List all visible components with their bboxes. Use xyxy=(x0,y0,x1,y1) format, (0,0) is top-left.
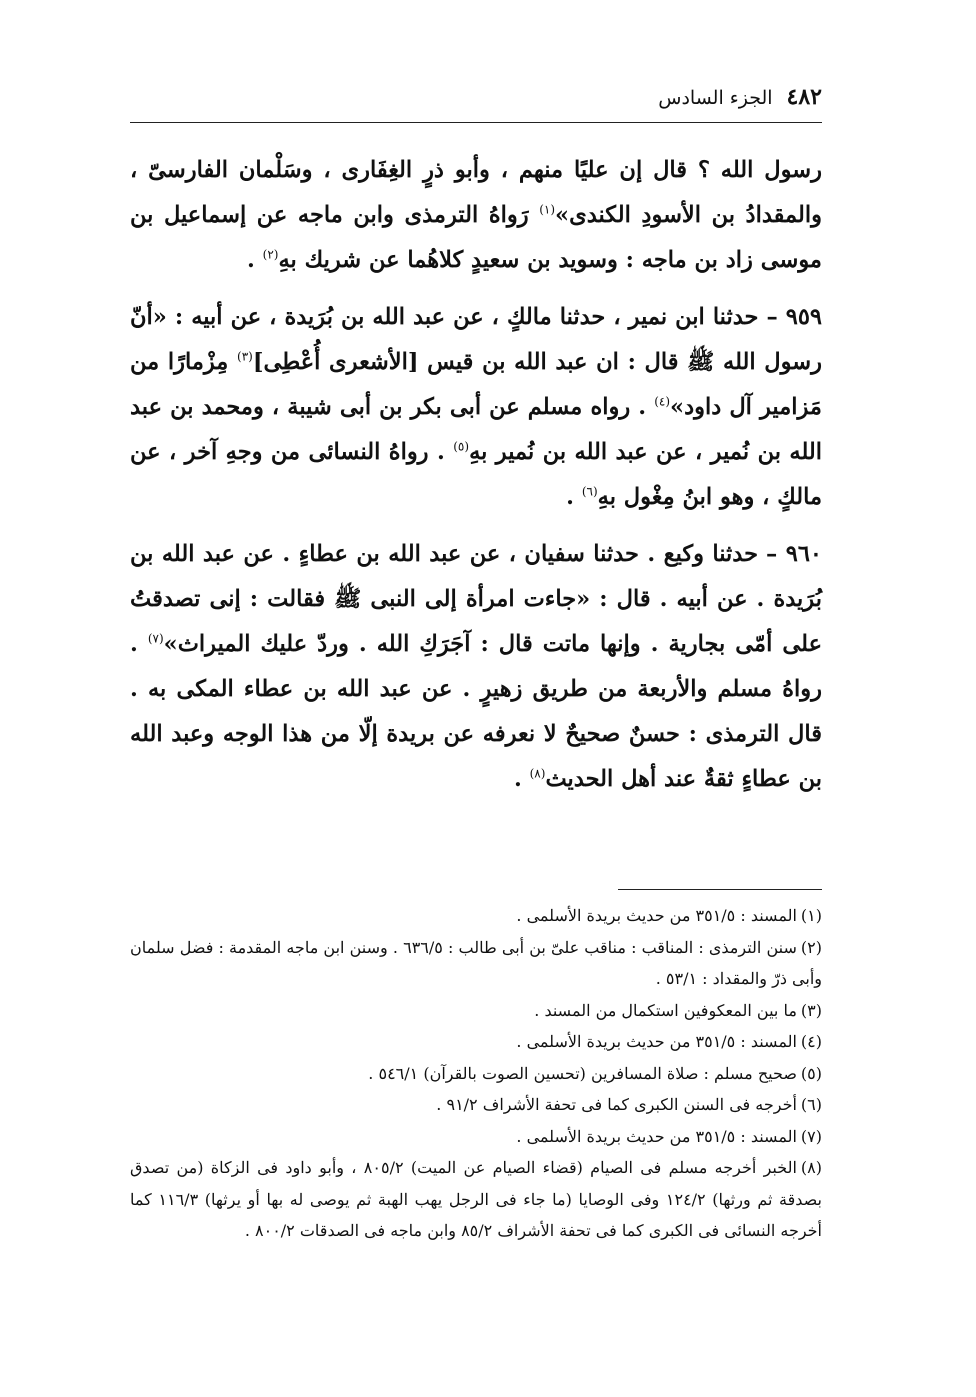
footnote-text: سنن الترمذى : المناقب : مناقب علىّ بن أبى طالب : ٦٣٦/٥ . وسنن ابن ماجه المقدمة : فضل سلمان وأبى ذرّ والمقداد : ٥٣/١ . xyxy=(130,937,822,988)
text-run: مِزْمارًا من مَزامير آل داود» xyxy=(130,349,822,420)
paragraph-hadith-959 xyxy=(130,295,822,520)
footnote-text: صحيح مسلم : صلاة المسافرين (تحسين الصوت بالقرآن) ٥٤٦/١ . xyxy=(368,1063,797,1083)
footnote-divider xyxy=(618,889,822,890)
paragraph-hadith-960 xyxy=(130,532,822,802)
footnote xyxy=(130,1058,822,1090)
footnote-number: (٣) xyxy=(800,1000,822,1020)
footnote-ref: (٣) xyxy=(237,349,253,364)
footnote-number: (٨) xyxy=(800,1158,823,1177)
footnote xyxy=(130,1026,822,1058)
footnote-ref: (٥) xyxy=(453,439,470,454)
text-run: حدثنا ابن نمير ، حدثنا مالكٍ ، عن عبد الله بن بُرَيدة ، عن أبيه : «أنّ رسول الله ﷺ قال : ان عبد الله بن قيس [الأشعرى أُعْطِى] xyxy=(130,304,822,375)
text-run: . رواهُ النسائى من وجهِ آخر ، عن مالكٍ ، وهو ابنُ مِغْول بهِ xyxy=(130,439,822,510)
footnote-text: المسند : ٣٥١/٥ من حديث بريدة الأسلمى . xyxy=(516,1032,797,1051)
hadith-number: ٩٥٩ – xyxy=(766,304,822,330)
footnote-text: أخرجه فى السنن الكبرى كما فى تحفة الأشراف ٩١/٢ . xyxy=(436,1095,797,1114)
text-run: . xyxy=(513,766,530,792)
footnote xyxy=(130,1152,822,1247)
footnote-ref: (٦) xyxy=(581,484,598,499)
footnote-ref: (٧) xyxy=(147,631,164,646)
footnote xyxy=(130,932,822,995)
footnote-text: المسند : ٣٥١/٥ من حديث بريدة الأسلمى . xyxy=(516,906,797,925)
footnote-text: ما بين المعكوفين استكمال من المسند . xyxy=(534,1000,797,1020)
footnote-text: المسند : ٣٥١/٥ من حديث بريدة الأسلمى . xyxy=(516,1126,797,1146)
footnote xyxy=(130,1089,822,1121)
page-number: ٤٨٢ xyxy=(786,84,822,110)
text-run: . رواه مسلم عن أبى بكر بن أبى شيبة ، ومحمد بن عبد الله بن نُمير ، عن عبد الله بن نُمير بهِ xyxy=(130,394,822,465)
text-run: . xyxy=(566,484,582,510)
text-run: رَواهُ الترمذى وابن ماجه عن إسماعيل بن موسى زاد بن ماجه : وسويد بن سعيدٍ كلاهُما عن شريك بهِ xyxy=(130,202,822,273)
footnote-ref: (٢) xyxy=(262,247,279,262)
footnote xyxy=(130,1121,822,1153)
text-run: رسول الله ؟ قال إن عليًا منهم ، وأبو ذرٍ الغِفَارى ، وسَلْمان الفارسىّ ، والمقدادُ بن الأسودِ الكندى» xyxy=(130,157,822,228)
hadith-number: ٩٦٠ – xyxy=(766,541,822,567)
footnote-number: (٦) xyxy=(800,1095,822,1114)
text-run: حدثنا وكيع . حدثنا سفيان ، عن عبد الله بن عطاءٍ . عن عبد الله بن بُرَيدة . عن أبيه . قال : «جاءت امرأة إلى النبى ﷺ فقالت : إنى تصدقتُ على أمّى بجارية . وإنها ماتت قال : آجَرَكِ الله . وردّ عليك الميراث» xyxy=(130,541,822,657)
text-run: . xyxy=(246,247,263,273)
footnote-number: (٥) xyxy=(800,1063,822,1083)
footnote-text: الخبر أخرجه مسلم فى الصيام (قضاء الصيام عن الميت) ٨٠٥/٢ ، وأبو داود فى الزكاة (من تصدق بصدقة ثم ورثها) ١٢٤/٢ وفى الوصايا (ما جاء فى الرجل يهب الهبة ثم يوصى له بها أو يرثها) ١١٦/٣ كما أخرجه النسائى فى الكبرى كما فى تحفة الأشراف ٨٥/٢ وابن ماجه فى الصدقات ٨٠٠/٢ . xyxy=(130,1158,823,1240)
paragraph-continuation xyxy=(130,148,822,283)
header-divider xyxy=(130,122,822,123)
footnote-ref: (١) xyxy=(539,202,556,217)
footnotes xyxy=(130,900,822,1247)
footnote-number: (٧) xyxy=(800,1126,822,1146)
footnote-number: (٤) xyxy=(800,1032,822,1051)
footnote-ref: (٨) xyxy=(529,766,546,781)
running-title: الجزء السادس xyxy=(658,87,773,109)
footnote xyxy=(130,995,822,1027)
footnote xyxy=(130,900,822,932)
footnote-ref: (٤) xyxy=(654,394,671,409)
footnote-number: (٢) xyxy=(800,937,822,957)
main-text xyxy=(130,148,822,814)
text-run: . رواهُ مسلم والأربعة من طريق زهيرٍ . عن عبد الله بن عطاء المكى به . قال الترمذى : حسنٌ صحيحٌ لا نعرفه عن بريدة إلّا من هذا الوجه وعبد الله بن عطاءٍ ثقةٌ عند أهل الحديث xyxy=(130,631,822,792)
page-header xyxy=(130,84,822,120)
footnote-number: (١) xyxy=(800,906,822,925)
